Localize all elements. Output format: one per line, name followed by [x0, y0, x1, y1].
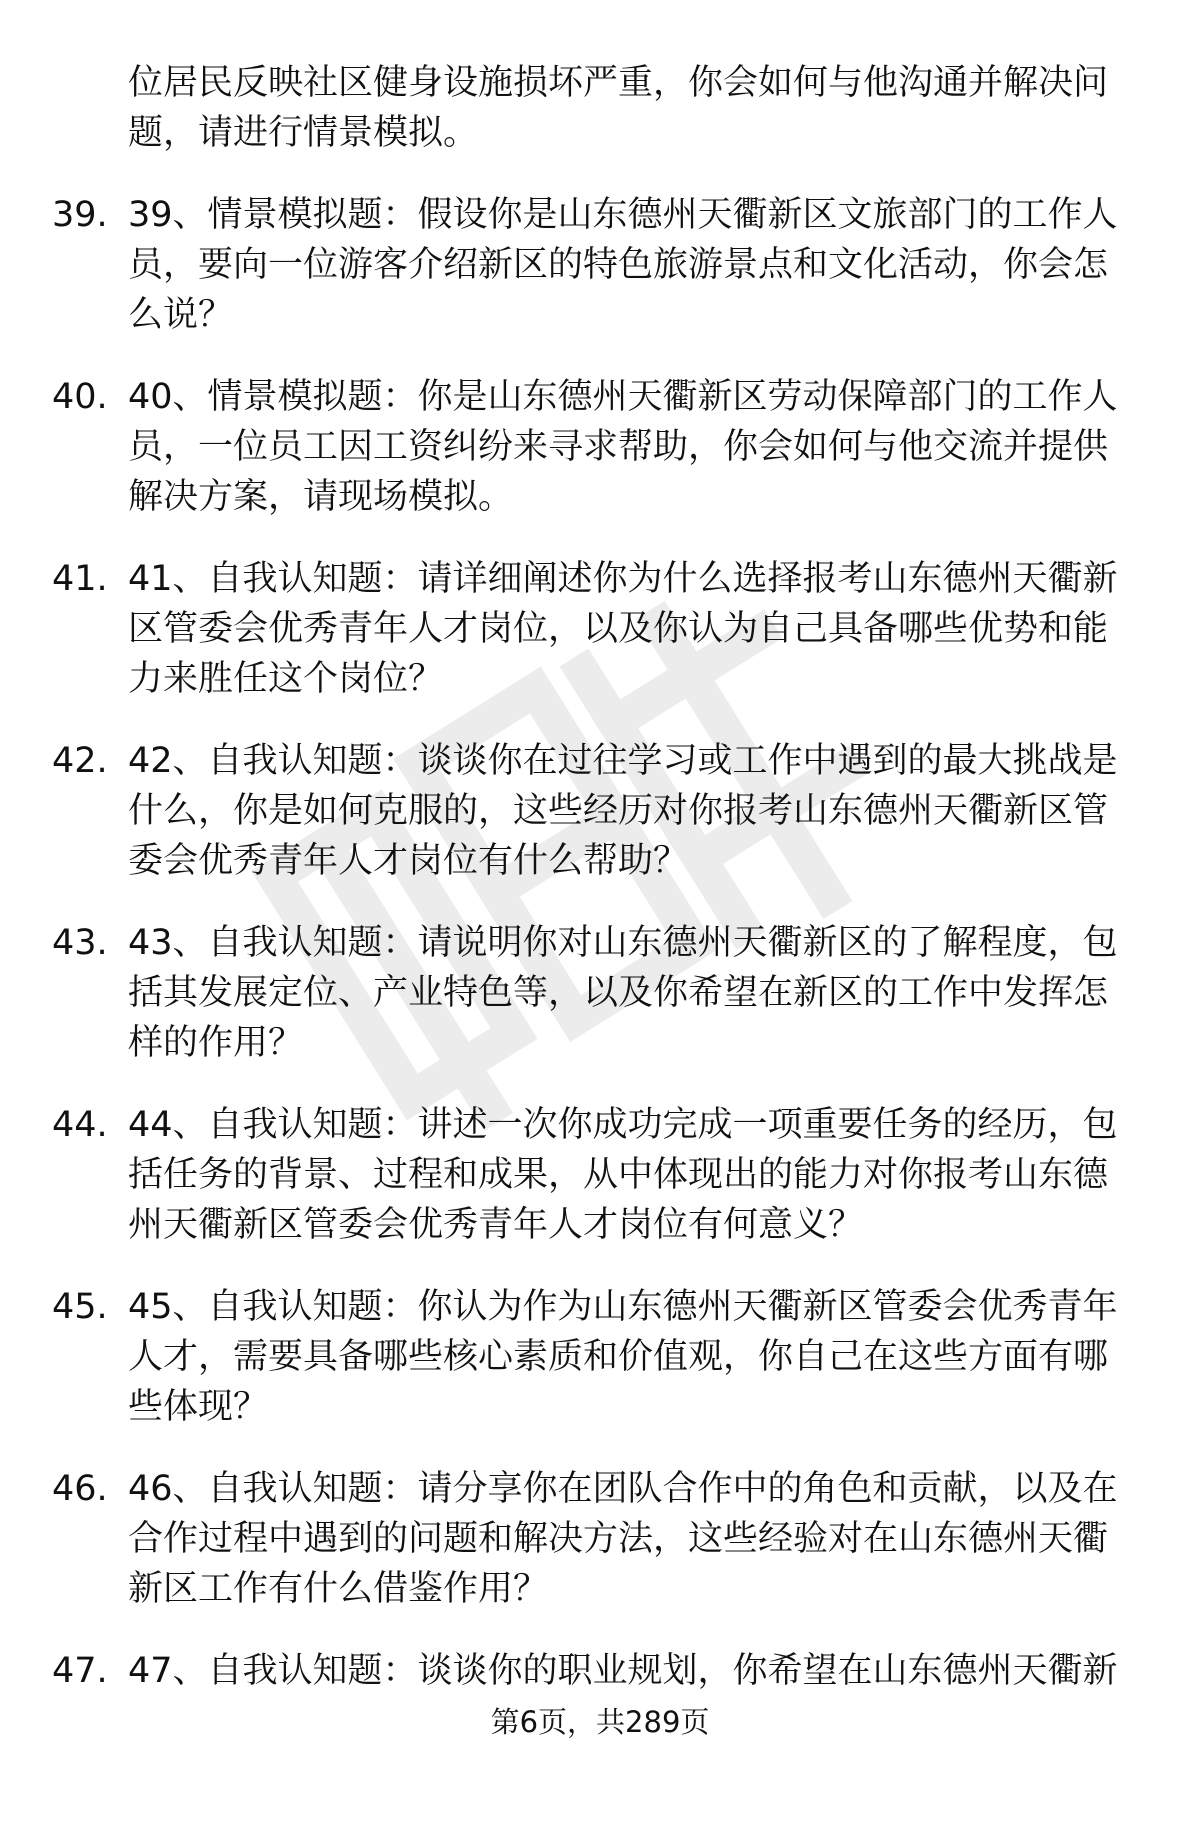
- question-text: 45、自我认知题：你认为作为山东德州天衢新区管委会优秀青年 人才，需要具备哪些核心素质和价值观，你自己在这些方面有哪 些体现？: [128, 1287, 1118, 1427]
- question-text: 40、情景模拟题：你是山东德州天衢新区劳动保障部门的工作人 员，一位员工因工资纠纷来寻求帮助，你会如何与他交流并提供 解决方案，请现场模拟。: [128, 377, 1118, 517]
- question-text: 47、自我认知题：谈谈你的职业规划，你希望在山东德州天衢新: [128, 1651, 1118, 1691]
- question-number: 43.: [52, 923, 108, 963]
- question-number: 41.: [52, 559, 108, 599]
- question-number: 39.: [52, 195, 108, 235]
- question-text: 42、自我认知题：谈谈你在过往学习或工作中遇到的最大挑战是 什么，你是如何克服的，这些经历对你报考山东德州天衢新区管 委会优秀青年人才岗位有什么帮助？: [128, 741, 1118, 881]
- question-text: 41、自我认知题：请详细阐述你为什么选择报考山东德州天衢新 区管委会优秀青年人才岗位，以及你认为自己具备哪些优势和能 力来胜任这个岗位？: [128, 559, 1118, 699]
- list-item: [0, 372, 1200, 554]
- question-list: [0, 190, 1200, 1828]
- list-item: [0, 190, 1200, 372]
- question-number: 40.: [52, 377, 108, 417]
- continuation-text: 位居民反映社区健身设施损坏严重，你会如何与他沟通并解决问 题，请进行情景模拟。: [128, 63, 1109, 153]
- question-text: 44、自我认知题：讲述一次你成功完成一项重要任务的经历，包 括任务的背景、过程和成果，从中体现出的能力对你报考山东德 州天衢新区管委会优秀青年人才岗位有何意义？: [128, 1105, 1118, 1245]
- page-footer: 第6页，共289页: [490, 1705, 710, 1739]
- question-number: 46.: [52, 1469, 108, 1509]
- list-item: [0, 1464, 1200, 1646]
- question-number: 45.: [52, 1287, 108, 1327]
- question-number: 44.: [52, 1105, 108, 1145]
- list-item: [0, 1282, 1200, 1464]
- question-number: 47.: [52, 1651, 108, 1691]
- list-item: [0, 554, 1200, 736]
- question-text: 39、情景模拟题：假设你是山东德州天衢新区文旅部门的工作人 员，要向一位游客介绍新区的特色旅游景点和文化活动，你会怎 么说？: [128, 195, 1118, 335]
- question-text: 46、自我认知题：请分享你在团队合作中的角色和贡献，以及在 合作过程中遇到的问题和解决方法，这些经验对在山东德州天衢 新区工作有什么借鉴作用？: [128, 1469, 1118, 1609]
- list-item: [0, 736, 1200, 918]
- list-item: [0, 1100, 1200, 1282]
- list-item: [0, 918, 1200, 1100]
- question-text: 43、自我认知题：请说明你对山东德州天衢新区的了解程度，包 括其发展定位、产业特色等，以及你希望在新区的工作中发挥怎 样的作用？: [128, 923, 1118, 1063]
- question-number: 42.: [52, 741, 108, 781]
